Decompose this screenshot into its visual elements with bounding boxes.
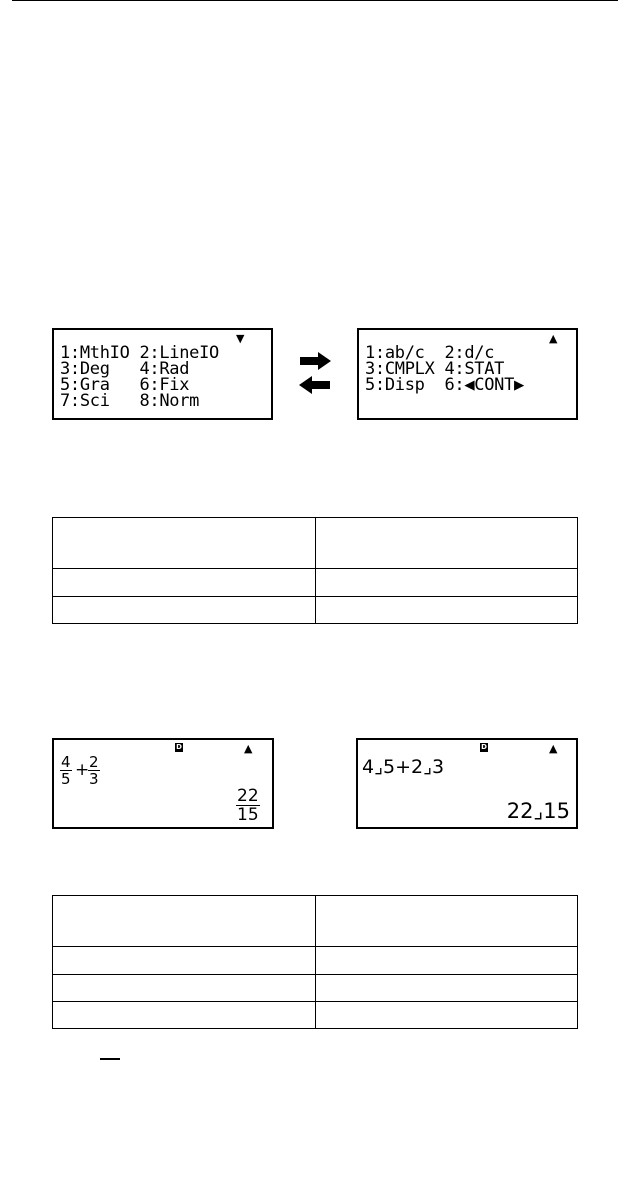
setup-line-1: 1:MthIO 2:LineIO bbox=[60, 343, 219, 363]
setup-line-3: 5:Disp 6:◀CONT▶ bbox=[365, 375, 524, 395]
overline-mark bbox=[100, 1058, 120, 1060]
setup-line-1: 1:ab/c 2:d/c bbox=[365, 343, 495, 363]
setup-line-3: 5:Gra 6:Fix bbox=[60, 375, 190, 395]
fraction-screen-line bbox=[356, 738, 578, 829]
settings-table-1 bbox=[52, 517, 578, 624]
top-rule bbox=[12, 0, 618, 1]
table-cell bbox=[316, 597, 578, 624]
d-indicator: D bbox=[176, 743, 182, 751]
right-arrow-icon bbox=[300, 352, 331, 370]
table-row bbox=[53, 975, 578, 1002]
denominator: 3 bbox=[89, 770, 99, 788]
table-cell bbox=[316, 896, 578, 947]
line-expression: 4⌟5+2⌟3 bbox=[362, 756, 445, 778]
fraction-4-5 bbox=[60, 754, 72, 787]
line-result: 22⌟15 bbox=[506, 799, 570, 823]
left-arrow-icon bbox=[299, 376, 330, 394]
table-cell bbox=[53, 896, 316, 947]
table-cell bbox=[53, 569, 316, 597]
scroll-up-indicator: ▲ bbox=[244, 742, 253, 755]
numerator: 4 bbox=[61, 753, 71, 771]
table-row bbox=[53, 569, 578, 597]
table-cell bbox=[316, 1002, 578, 1029]
table-cell bbox=[53, 947, 316, 975]
d-indicator: D bbox=[481, 743, 487, 751]
table-cell bbox=[53, 518, 316, 569]
result-fraction bbox=[236, 787, 260, 824]
plus-operator: + bbox=[75, 760, 90, 780]
scroll-up-indicator: ▲ bbox=[549, 332, 558, 345]
table-cell bbox=[53, 1002, 316, 1029]
table-cell bbox=[316, 569, 578, 597]
denominator: 5 bbox=[61, 770, 71, 788]
denominator: 15 bbox=[237, 805, 259, 825]
table-cell bbox=[316, 947, 578, 975]
table-row bbox=[53, 947, 578, 975]
setup-line-2: 3:Deg 4:Rad bbox=[60, 359, 190, 379]
settings-table-2 bbox=[52, 895, 578, 1029]
setup-screen-1 bbox=[52, 328, 273, 420]
table-cell bbox=[53, 975, 316, 1002]
setup-line-4: 7:Sci 8:Norm bbox=[60, 391, 200, 411]
table-cell bbox=[316, 518, 578, 569]
fraction-screen-math bbox=[52, 738, 274, 829]
table-row bbox=[53, 518, 578, 569]
table-row bbox=[53, 1002, 578, 1029]
table-cell bbox=[316, 975, 578, 1002]
table-cell bbox=[53, 597, 316, 624]
scroll-down-indicator: ▼ bbox=[236, 332, 245, 345]
setup-line-2: 3:CMPLX 4:STAT bbox=[365, 359, 505, 379]
table-row bbox=[53, 896, 578, 947]
table-row bbox=[53, 597, 578, 624]
fraction-2-3 bbox=[88, 754, 100, 787]
scroll-up-indicator: ▲ bbox=[549, 742, 558, 755]
numerator: 2 bbox=[89, 753, 99, 771]
numerator: 22 bbox=[237, 786, 259, 806]
setup-screen-2 bbox=[357, 328, 578, 420]
swap-arrows-icon bbox=[298, 352, 332, 394]
